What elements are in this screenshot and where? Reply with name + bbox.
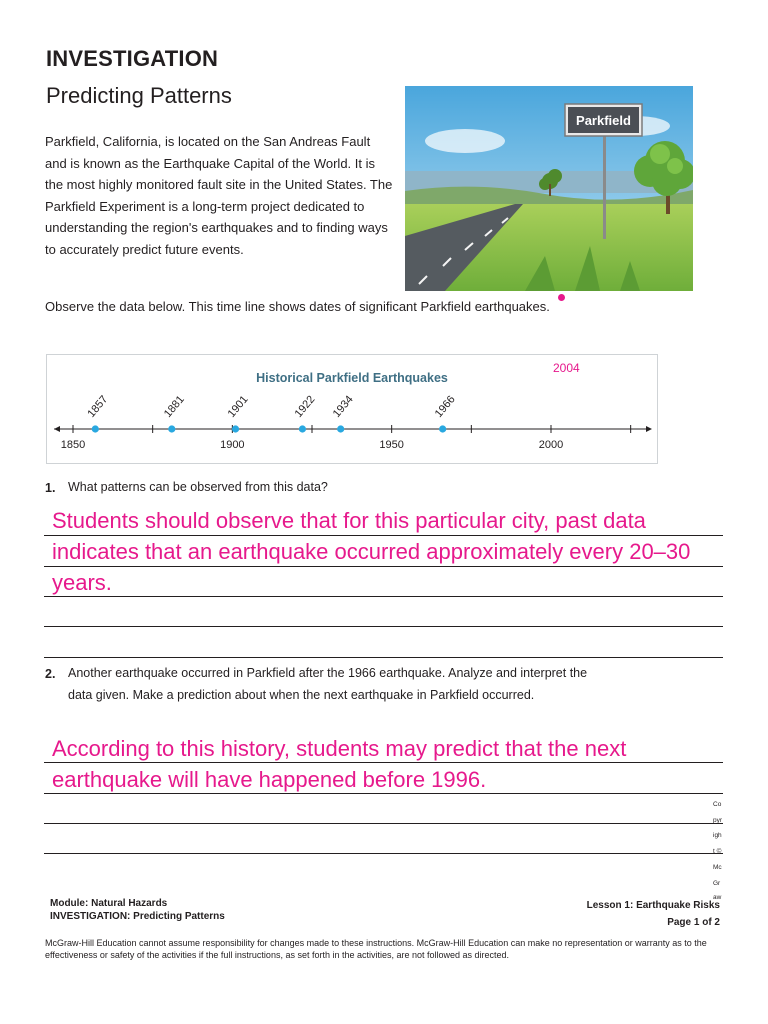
side-copyright-4: Mc	[713, 864, 722, 871]
axis-label-1900: 1900	[220, 439, 245, 451]
earthquake-label-1922: 1922	[292, 393, 318, 420]
parkfield-scene-svg	[405, 86, 693, 291]
footer-investigation: INVESTIGATION: Predicting Patterns	[50, 911, 225, 922]
footer-right	[540, 897, 720, 931]
earthquake-point-1922	[299, 425, 306, 432]
earthquake-point-1901	[232, 425, 239, 432]
parkfield-road-illustration	[405, 86, 693, 291]
page-subtitle: Predicting Patterns	[46, 83, 232, 108]
side-copyright-2: igh	[713, 832, 722, 839]
question-1-number: 1.	[45, 481, 56, 495]
earthquake-label-1966: 1966	[432, 393, 458, 420]
answer-2-line-3	[44, 823, 723, 824]
side-copyright-6: aw	[713, 894, 722, 901]
earthquake-point-1881	[168, 425, 175, 432]
question-2-text: Another earthquake occurred in Parkfield after the 1966 earthquake. Analyze and interpret the data given. Make a prediction about when the next earthquake in Parkfield occurred.	[68, 666, 588, 702]
observe-instruction: Observe the data below. This time line shows dates of significant Parkfield earthquakes.	[45, 299, 550, 314]
footer-lesson: Lesson 1: Earthquake Risks	[586, 900, 720, 911]
page-title: INVESTIGATION	[46, 46, 219, 71]
annotation-2004: 2004	[553, 361, 580, 375]
earthquake-label-1934: 1934	[330, 393, 356, 420]
question-1-text: What patterns can be observed from this data?	[68, 480, 328, 494]
side-copyright-1: pyr	[713, 817, 723, 824]
footer-disclaimer: McGraw-Hill Education cannot assume responsibility for changes made to these instructions. McGraw-Hill Education can make no representation or warranty as to the effectiveness or safety of the activities if the full instructions, as set forth in the activities, are not followed as directed.	[45, 938, 707, 960]
timeline-title: Historical Parkfield Earthquakes	[256, 371, 448, 385]
intro-paragraph: Parkfield, California, is located on the San Andreas Fault and is known as the Earthquake Capital of the World. It is the most highly monitored fault site in the United States. The Parkfield Experiment is a long-term project dedicated to understanding the region's earthquakes and to finding ways to accurately predict future events.	[45, 134, 393, 257]
earthquake-point-1966	[439, 425, 446, 432]
answer-2-line-2	[44, 793, 723, 794]
side-copyright-3: t ©	[713, 848, 722, 855]
footer-module: Module: Natural Hazards	[50, 898, 168, 909]
earthquake-point-1857	[92, 425, 99, 432]
side-copyright-5: Gr	[713, 880, 721, 887]
axis-label-1950: 1950	[379, 439, 404, 451]
answer-1-text: Students should observe that for this particular city, past data indicates that an earthquake occurred approximately every 20–30 years.	[52, 508, 691, 595]
footer-left	[50, 897, 225, 923]
parkfield-sign-text: Parkfield	[576, 113, 631, 128]
earthquake-label-1857: 1857	[85, 393, 111, 420]
footer-page: Page 1 of 2	[667, 917, 720, 928]
earthquake-point-1934	[337, 425, 344, 432]
earthquake-label-1901: 1901	[225, 393, 251, 420]
answer-1-line-3	[44, 596, 723, 597]
answer-1-line-4	[44, 626, 723, 627]
question-2-number: 2.	[45, 667, 56, 681]
earthquake-label-1881: 1881	[161, 393, 187, 420]
answer-2-line-1	[44, 762, 723, 763]
answer-1-line-1	[44, 535, 723, 536]
axis-label-2000: 2000	[538, 439, 564, 451]
answer-1-line-5	[44, 657, 723, 658]
answer-2-line-4	[44, 853, 723, 854]
side-copyright-0: Co	[713, 801, 722, 808]
answer-1-line-2	[44, 566, 723, 567]
axis-label-1850: 1850	[60, 439, 86, 451]
answer-2-text: According to this history, students may predict that the next earthquake will have happened before 1996.	[52, 736, 627, 792]
